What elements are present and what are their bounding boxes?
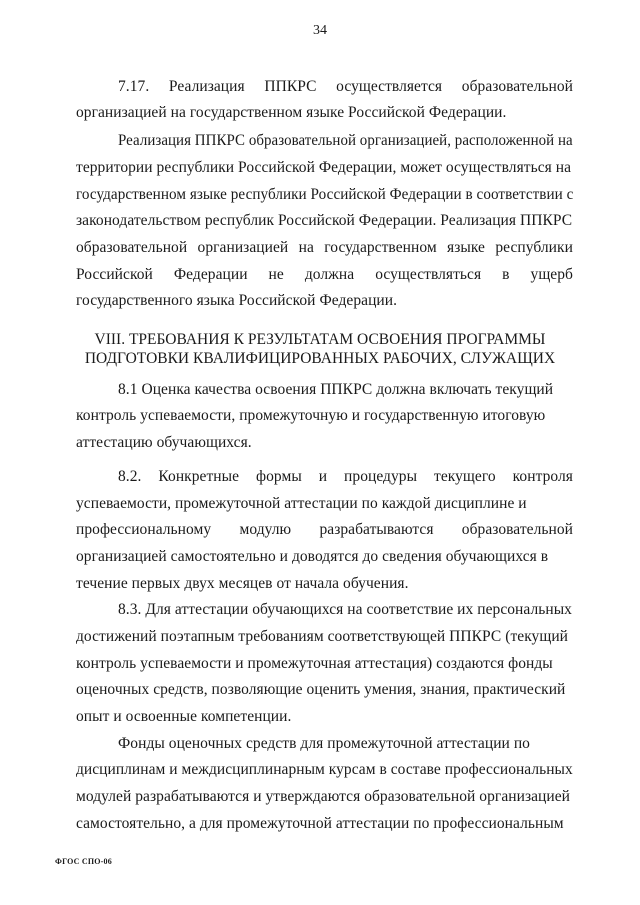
section-heading-line-1: VIII. ТРЕБОВАНИЯ К РЕЗУЛЬТАТАМ ОСВОЕНИЯ ПРОГРАММЫ (94, 331, 546, 348)
word: ППКРС (264, 78, 317, 95)
word: образовательной (461, 521, 573, 538)
p8-3-line-2: достижений поэтапным требованиям соответствующей ППКРС (текущий (76, 628, 569, 645)
document-footer-code: ФГОС СПО-06 (55, 857, 112, 866)
page-number: 34 (313, 23, 327, 38)
word: осуществляться (375, 266, 482, 283)
p8-2-line-2: успеваемости, промежуточной аттестации по каждой дисциплине и (76, 495, 527, 512)
word: Российской (76, 266, 153, 283)
p7-17-line-1 (118, 77, 573, 97)
word: в (502, 266, 510, 283)
word: языке (447, 239, 485, 256)
p7-17b-line-5 (76, 238, 573, 258)
p7-17b-line-1: Реализация ППКРС образовательной организацией, расположенной на (118, 132, 573, 149)
p8-1-line-1: 8.1 Оценка качества освоения ППКРС должна включать текущий (118, 381, 554, 398)
word: 7.17. (118, 78, 150, 95)
word: государственном (324, 239, 437, 256)
word: контроля (512, 468, 573, 485)
p7-17b-line-7: государственного языка Российской Федерации. (76, 292, 398, 309)
p-funds-line-3: модулей разрабатываются и утверждаются образовательной организацией (76, 788, 571, 805)
word: Конкретные (158, 468, 240, 485)
p8-3-line-1: 8.3. Для аттестации обучающихся на соответствие их персональных (118, 601, 572, 618)
word: ущерб (530, 266, 573, 283)
word: модулю (239, 521, 292, 538)
p-funds-line-1: Фонды оценочных средств для промежуточной аттестации по (118, 735, 530, 752)
word: должна (304, 266, 355, 283)
p7-17-line-2: организацией на государственном языке Российской Федерации. (76, 104, 507, 121)
word: на (298, 239, 314, 256)
p7-17b-line-3: государственном языке республики Российской Федерации в соответствии с (76, 186, 574, 203)
word: разрабатываются (319, 521, 434, 538)
word: Реализация (168, 78, 245, 95)
p8-3-line-4: оценочных средств, позволяющие оценить умения, знания, практический (76, 681, 566, 698)
p8-1-line-3: аттестацию обучающихся. (76, 434, 252, 451)
word: осуществляется (336, 78, 443, 95)
p8-3-line-5: опыт и освоенные компетенции. (76, 708, 292, 725)
word: профессиональному (76, 521, 212, 538)
p-funds-line-4: самостоятельно, а для промежуточной аттестации по профессиональным (76, 815, 564, 832)
p7-17b-line-4: законодательством республик Российской Федерации. Реализация ППКРС (76, 212, 573, 229)
section-heading-line-2: ПОДГОТОВКИ КВАЛИФИЦИРОВАННЫХ РАБОЧИХ, СЛУЖАЩИХ (84, 350, 556, 367)
word: 8.2. (118, 468, 142, 485)
p8-2-line-5: течение первых двух месяцев от начала обучения. (76, 575, 409, 592)
p8-2-line-1 (118, 467, 573, 487)
p8-1-line-2: контроль успеваемости, промежуточную и государственную итоговую (76, 407, 546, 424)
p8-2-line-3 (76, 520, 573, 540)
p7-17b-line-6 (76, 265, 573, 285)
p8-2-line-4: организацией самостоятельно и доводятся до сведения обучающихся в (76, 548, 549, 565)
word: формы (256, 468, 302, 485)
word: процедуры (344, 468, 418, 485)
p8-3-line-3: контроль успеваемости и промежуточная аттестация) создаются фонды (76, 655, 553, 672)
word: и (318, 468, 328, 485)
word: образовательной (76, 239, 188, 256)
p-funds-line-2: дисциплинам и междисциплинарным курсам в составе профессиональных (76, 761, 573, 778)
word: Федерации (173, 266, 248, 283)
p7-17b-line-2: территории республики Российской Федерации, может осуществляться на (76, 159, 572, 176)
word: текущего (434, 468, 496, 485)
word: не (268, 266, 284, 283)
word: образовательной (461, 78, 573, 95)
word: организацией (197, 239, 289, 256)
word: республики (495, 239, 573, 256)
